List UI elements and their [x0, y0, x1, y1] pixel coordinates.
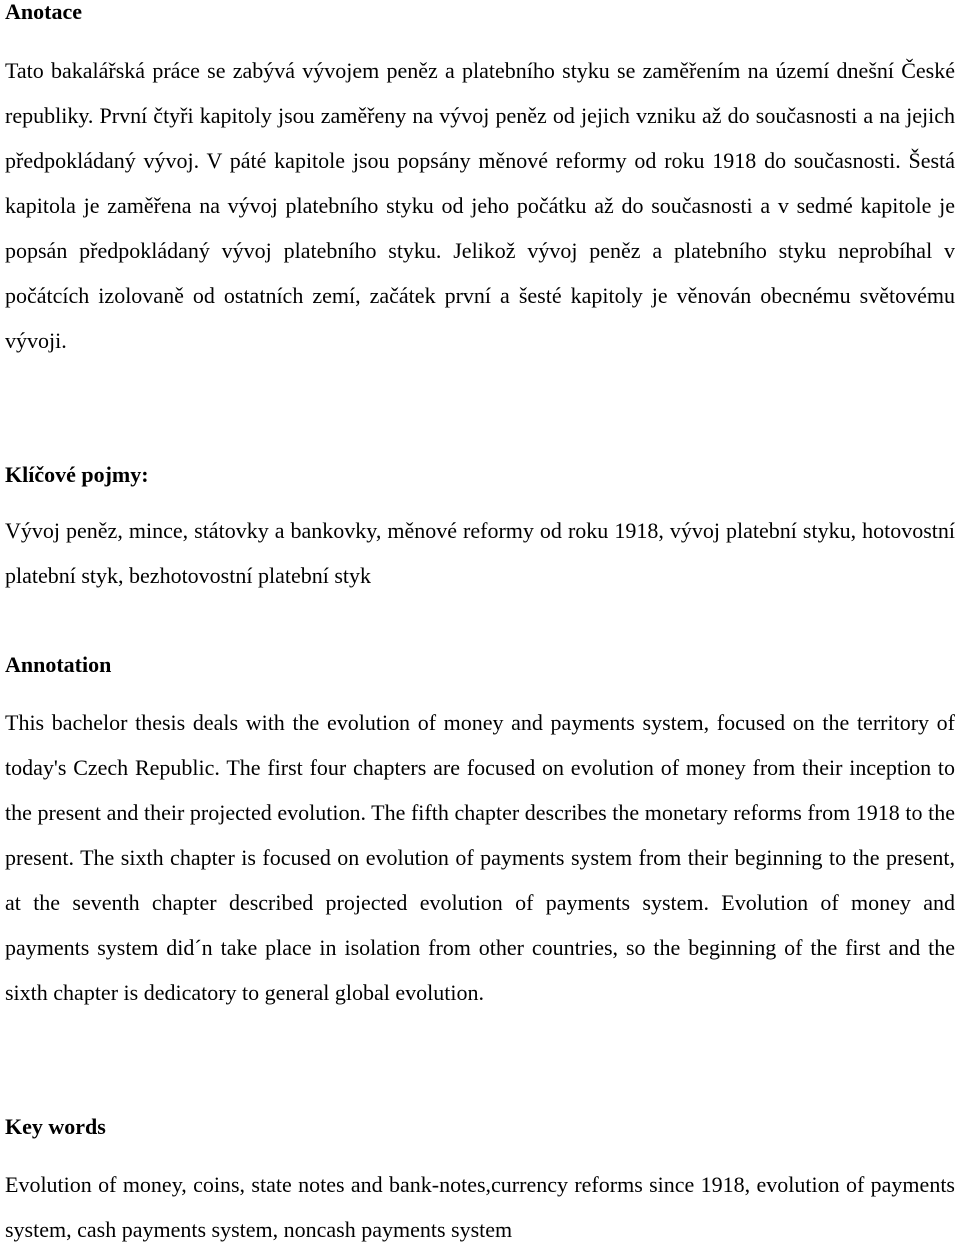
klicove-pojmy-heading: Klíčové pojmy: — [5, 462, 149, 487]
klicove-pojmy-paragraph: Vývoj peněz, mince, státovky a bankovky, měnové reformy od roku 1918, vývoj platební styku, hotovostní platební styk, bezhotovostní platební styk — [5, 518, 955, 588]
annotation-paragraph: This bachelor thesis deals with the evolution of money and payments system, focused on the territory of today's Czech Republic. The first four chapters are focused on evolution of money from their inception to the present and their projected evolution. The fifth chapter describes the monetary reforms from 1918 to the present. The sixth chapter is focused on evolution of payments system from their beginning to the present, at the seventh chapter described projected evolution of payments system. Evolution of money and payments system did´n take place in isolation from other countries, so the beginning of the first and the sixth chapter is dedicatory to general global evolution. — [5, 710, 955, 1005]
anotace-paragraph: Tato bakalářská práce se zabývá vývojem peněz a platebního styku se zaměřením na území dnešní České republiky. První čtyři kapitoly jsou zaměřeny na vývoj peněz od jejich vzniku až do současnosti a na jejich předpokládaný vývoj. V páté kapitole jsou popsány měnové reformy od roku 1918 do současnosti. Šestá kapitola je zaměřena na vývoj platebního styku od jeho počátku až do současnosti a v sedmé kapitole je popsán předpokládaný vývoj platebního styku. Jelikož vývoj peněz a platebního styku neprobíhal v počátcích izolovaně od ostatních zemí, začátek první a šesté kapitoly je věnován obecnému světovému vývoji. — [5, 58, 955, 353]
anotace-heading: Anotace — [5, 0, 82, 24]
annotation-heading: Annotation — [5, 652, 112, 677]
key-words-paragraph: Evolution of money, coins, state notes and bank-notes,currency reforms since 1918, evolution of payments system, cash payments system, noncash payments system — [5, 1172, 955, 1242]
key-words-heading: Key words — [5, 1114, 106, 1139]
